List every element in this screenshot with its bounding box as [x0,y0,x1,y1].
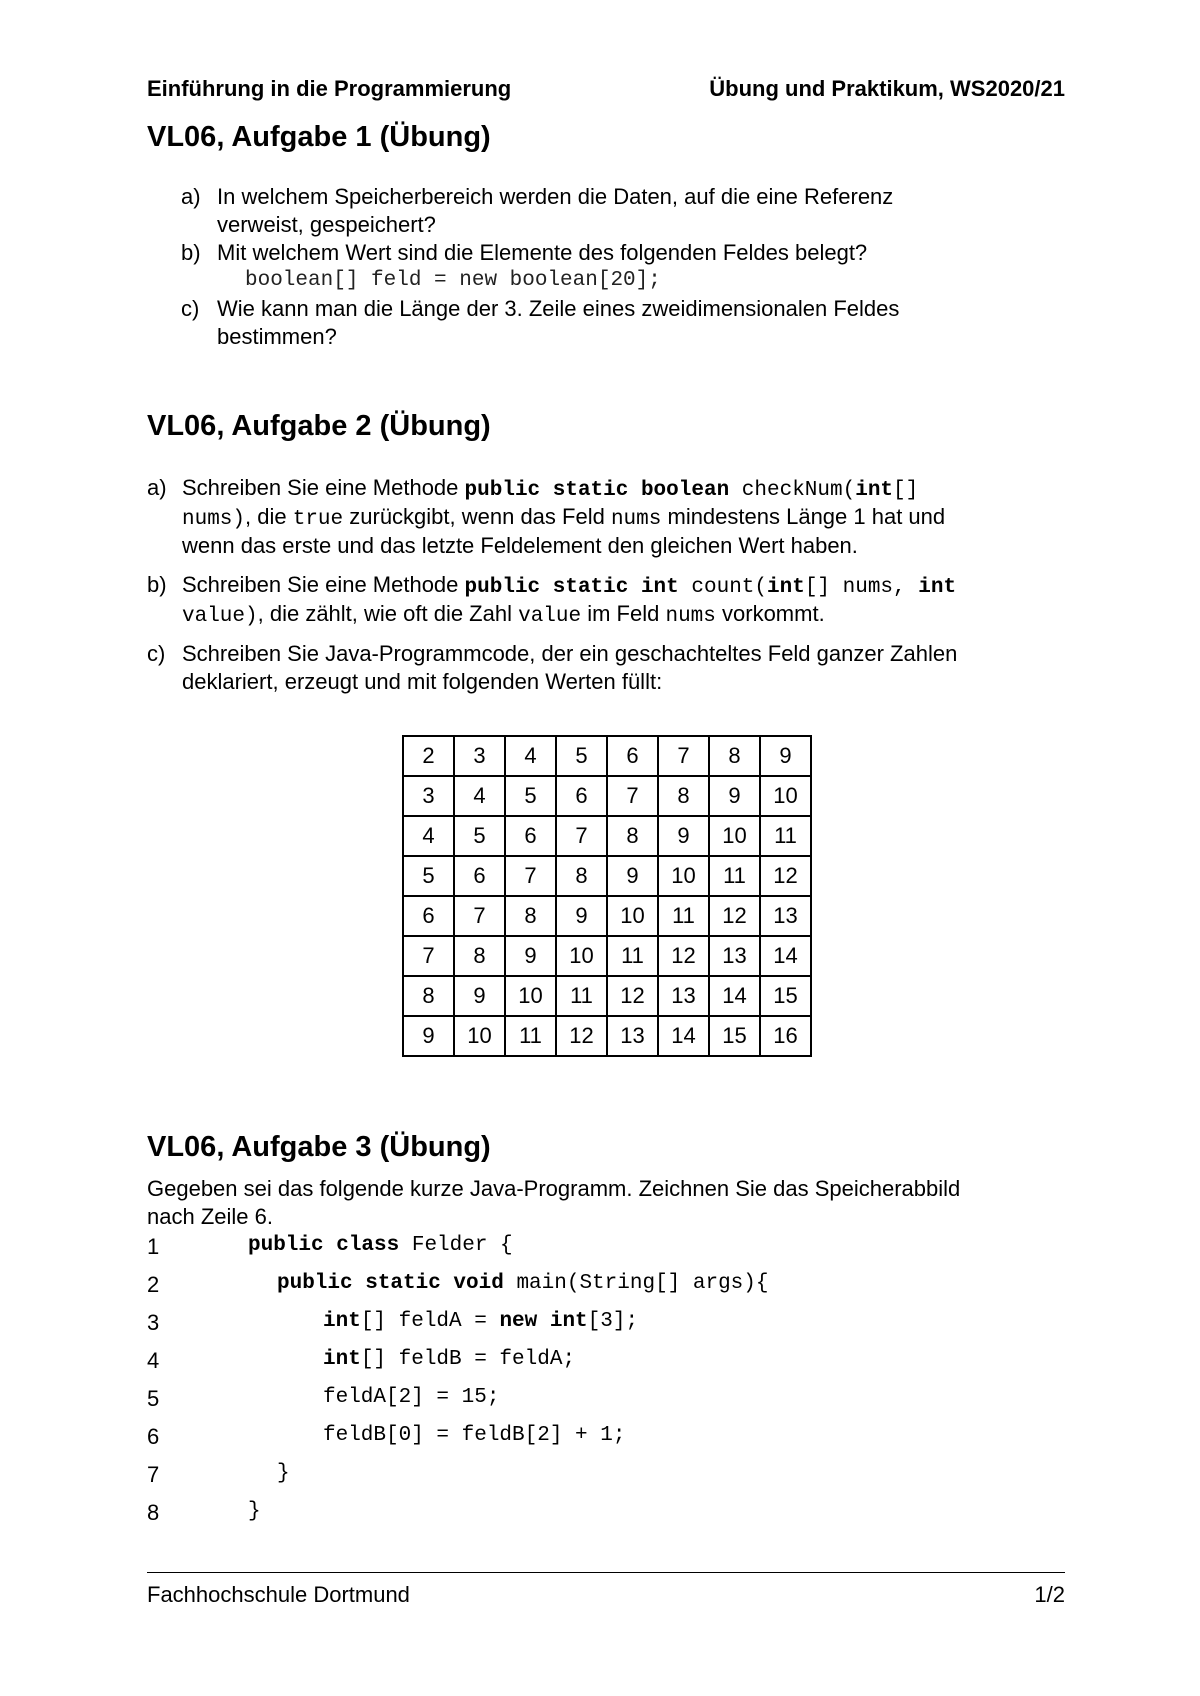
item-text [182,600,825,631]
code-text [323,1386,499,1409]
table-cell: 8 [556,856,607,896]
table-cell: 8 [505,896,556,936]
table-cell: 10 [709,816,760,856]
item-label: c) [147,641,166,666]
semester-label: Übung und Praktikum, WS2020/21 [709,76,1065,101]
code-keyword: public static boolean [464,479,730,502]
table-cell: 10 [505,976,556,1016]
code: count( [678,576,767,599]
table-cell: 8 [658,776,709,816]
code-text [248,1234,513,1257]
page-header [147,76,1065,106]
institution: Fachhochschule Dortmund [147,1582,410,1607]
table-cell: 11 [607,936,658,976]
code-keyword: public static int [464,576,679,599]
table-cell: 4 [505,736,556,776]
line-number: 5 [147,1386,160,1411]
table-cell: 9 [709,776,760,816]
item-text [182,503,945,534]
table-cell: 6 [403,896,454,936]
item-text: wenn das erste und das letzte Feldelement den gleichen Wert haben. [182,533,858,558]
table-cell: 11 [760,816,811,856]
text: zurückgibt, wenn das Feld [343,504,611,529]
table-cell: 12 [709,896,760,936]
table-cell: 13 [658,976,709,1016]
table-cell: 11 [556,976,607,1016]
table-cell: 14 [760,936,811,976]
code-keyword: int [767,576,805,599]
table-cell: 11 [505,1016,556,1056]
task3-intro [147,1175,960,1231]
table-cell: 10 [556,936,607,976]
table-cell: 7 [505,856,556,896]
table-cell: 12 [607,976,658,1016]
code-token: main(String[] args){ [503,1272,769,1295]
table-cell: 7 [556,816,607,856]
table-cell: 9 [658,816,709,856]
table-cell: 12 [760,856,811,896]
item-text: In welchem Speicherbereich werden die Daten, auf die eine Referenz [217,184,894,209]
code-token: Felder { [399,1234,513,1257]
text: , die zählt, wie oft die Zahl [257,601,519,626]
code-keyword: new int [499,1310,588,1333]
table-cell: 12 [556,1016,607,1056]
table-row [403,896,811,936]
item-text: bestimmen? [217,324,337,349]
text: Schreiben Sie eine Methode [182,475,465,500]
code: checkNum( [729,479,856,502]
line-number: 1 [147,1234,160,1259]
table-cell: 7 [454,896,505,936]
value-table [402,735,812,1057]
text: Schreiben Sie eine Methode [182,572,465,597]
code: [] [893,479,919,502]
table-cell: 6 [607,736,658,776]
table-cell: 10 [607,896,658,936]
line-number: 2 [147,1272,160,1297]
code-text [248,1500,261,1523]
table-cell: 2 [403,736,454,776]
table-cell: 3 [454,736,505,776]
item-text: verweist, gespeichert? [217,212,436,237]
table-cell: 9 [454,976,505,1016]
table-cell: 9 [607,856,658,896]
table-cell: 4 [403,816,454,856]
footer-divider [147,1572,1065,1573]
table-row [403,736,811,776]
table-cell: 11 [709,856,760,896]
code-token: feldB[0] = feldB[2] + 1; [323,1424,626,1447]
code-snippet: boolean[] feld = new boolean[20]; [245,269,661,292]
table-cell: 8 [403,976,454,1016]
table-row [403,936,811,976]
code: [] nums, [804,576,919,599]
code-keyword: int [323,1348,361,1371]
item-text: deklariert, erzeugt und mit folgenden Werten füllt: [182,669,663,694]
code: value [518,605,582,628]
table-cell: 9 [760,736,811,776]
item-text: Wie kann man die Länge der 3. Zeile eines zweidimensionalen Feldes [217,296,900,321]
code-token: [3]; [587,1310,639,1333]
table-cell: 9 [556,896,607,936]
code-text [323,1348,575,1371]
table-cell: 7 [607,776,658,816]
table-cell: 13 [760,896,811,936]
code-token: feldA[2] = 15; [323,1386,500,1409]
code-keyword: int [855,479,894,502]
item-label: a) [147,475,167,500]
table-cell: 11 [658,896,709,936]
task3-title: VL06, Aufgabe 3 (Übung) [147,1131,491,1163]
table-cell: 8 [454,936,505,976]
table-cell: 15 [760,976,811,1016]
text: , die [245,504,293,529]
code-token: [] feldB = feldA; [360,1348,576,1371]
table-cell: 13 [607,1016,658,1056]
code-keyword: int [323,1310,361,1333]
item-text [182,474,918,505]
text: im Feld [581,601,666,626]
table-cell: 5 [556,736,607,776]
table-cell: 5 [505,776,556,816]
task2-title: VL06, Aufgabe 2 (Übung) [147,410,491,442]
table-cell: 10 [760,776,811,816]
table-cell: 6 [556,776,607,816]
intro-text: nach Zeile 6. [147,1204,273,1229]
item-label: c) [181,296,200,321]
text: vorkommt. [715,601,825,626]
item-label: b) [147,572,167,597]
code-text [323,1424,625,1447]
table-cell: 14 [709,976,760,1016]
code-text [277,1462,290,1485]
table-cell: 16 [760,1016,811,1056]
table-cell: 6 [454,856,505,896]
table-cell: 13 [709,936,760,976]
table-cell: 5 [403,856,454,896]
item-label: b) [181,240,201,265]
table-cell: 5 [454,816,505,856]
line-number: 4 [147,1348,160,1373]
table-cell: 8 [709,736,760,776]
line-number: 6 [147,1424,160,1449]
table-cell: 3 [403,776,454,816]
code: nums [610,508,662,531]
table-cell: 8 [607,816,658,856]
table-row [403,816,811,856]
table-cell: 9 [505,936,556,976]
table-cell: 7 [658,736,709,776]
line-number: 8 [147,1500,160,1525]
table-cell: 4 [454,776,505,816]
code-keyword: public static void [277,1272,504,1295]
item-text: Schreiben Sie Java-Programmcode, der ein geschachteltes Feld ganzer Zahlen [182,641,958,666]
code: value) [182,605,258,628]
code-keyword: public class [248,1234,400,1257]
task1-title: VL06, Aufgabe 1 (Übung) [147,121,491,153]
code-token: } [248,1500,261,1523]
table-cell: 10 [658,856,709,896]
table-cell: 6 [505,816,556,856]
table-row [403,856,811,896]
table-cell: 9 [403,1016,454,1056]
code-keyword: int [918,576,957,599]
code-token: [] feldA = [360,1310,500,1333]
line-number: 3 [147,1310,160,1335]
table-cell: 10 [454,1016,505,1056]
line-number: 7 [147,1462,160,1487]
intro-text: Gegeben sei das folgende kurze Java-Programm. Zeichnen Sie das Speicherabbild [147,1176,961,1201]
code: true [292,508,344,531]
table-cell: 7 [403,936,454,976]
item-text [182,571,956,602]
course-title: Einführung in die Programmierung [147,76,512,101]
page-number: 1/2 [1034,1582,1065,1607]
text: mindestens Länge 1 hat und [661,504,946,529]
code-text [323,1310,638,1333]
code: nums) [182,508,246,531]
code: nums [665,605,716,628]
item-label: a) [181,184,201,209]
table-cell: 15 [709,1016,760,1056]
table-cell: 12 [658,936,709,976]
table-cell: 14 [658,1016,709,1056]
item-text: Mit welchem Wert sind die Elemente des folgenden Feldes belegt? [217,240,868,265]
code-token: } [277,1462,290,1485]
table-row [403,976,811,1016]
table-row [403,776,811,816]
page-footer [147,1582,1065,1608]
code-text [277,1272,769,1295]
table-row [403,1016,811,1056]
